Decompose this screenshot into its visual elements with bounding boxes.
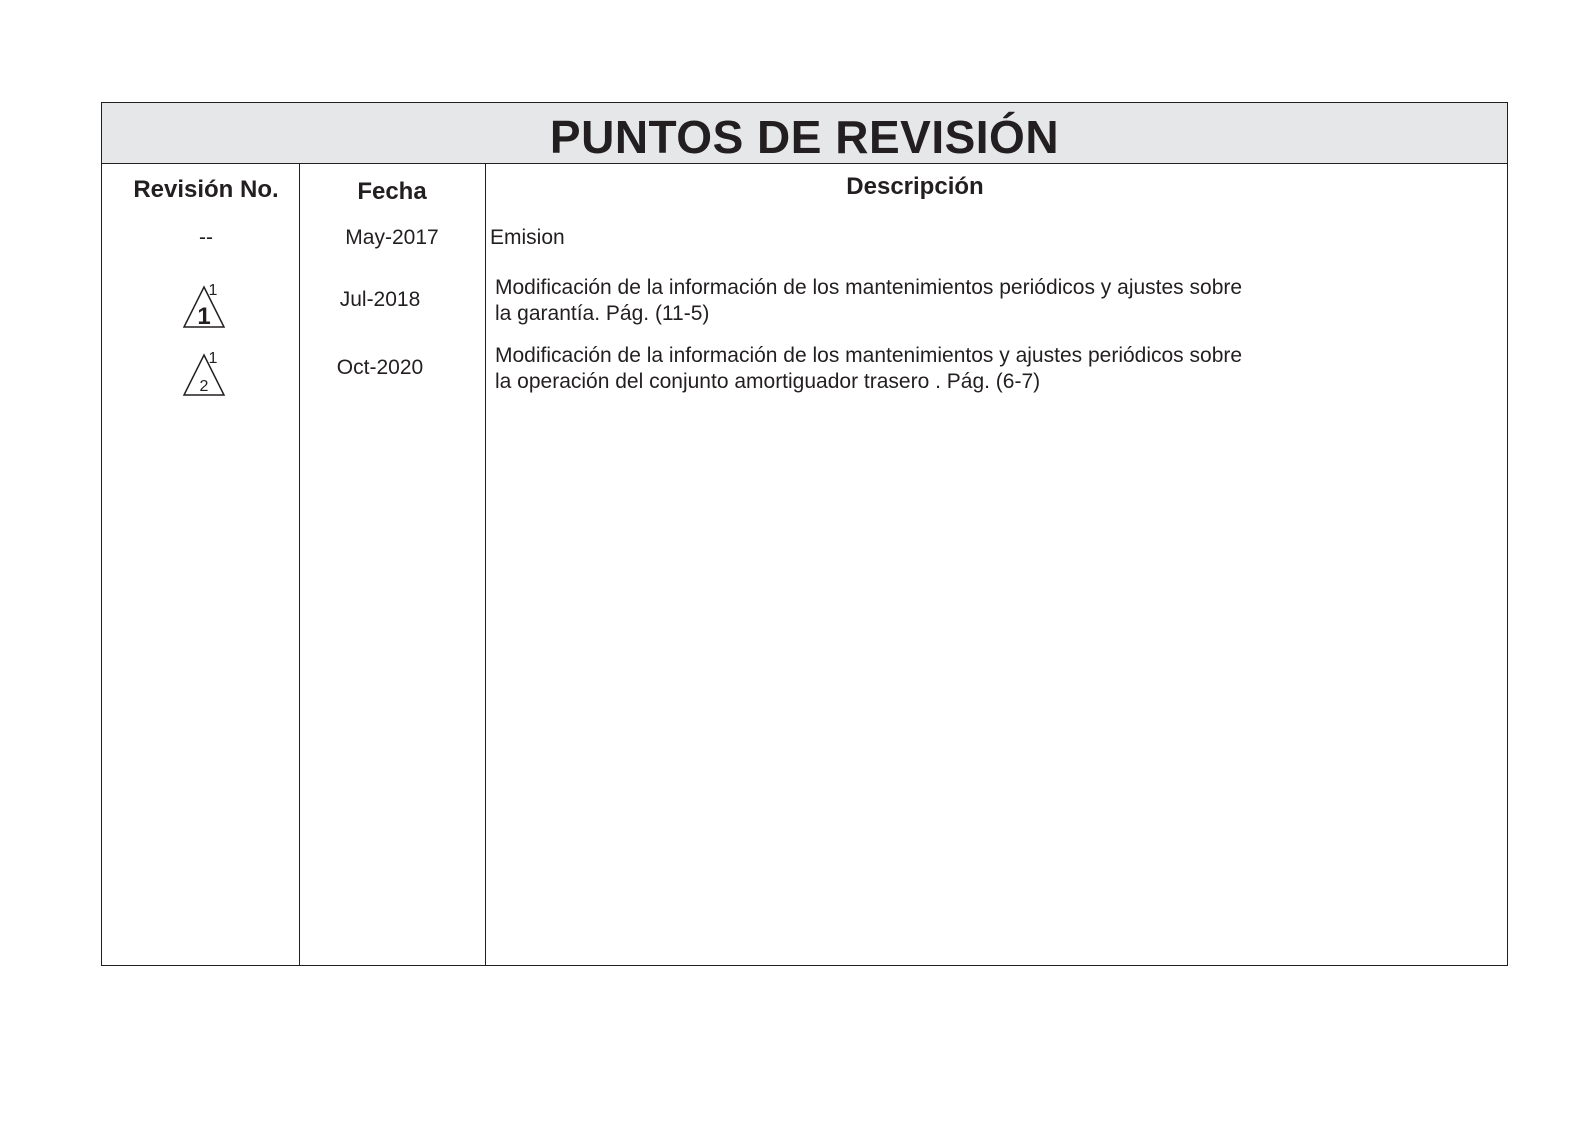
- column-divider-1: [299, 164, 300, 965]
- header-revision: Revisión No.: [133, 176, 279, 203]
- header-date: Fecha: [357, 178, 427, 205]
- header-description: Descripción: [846, 173, 984, 200]
- revision-superscript: 1: [208, 350, 218, 367]
- page-title: PUNTOS DE REVISIÓN: [549, 111, 1060, 163]
- row-2-date: Jul-2018: [339, 288, 421, 311]
- row-2-description: Modificación de la información de los mantenimientos periódicos y ajustes sobre la garantía. Pág. (11-5): [495, 276, 1243, 325]
- revision-number: 2: [199, 378, 209, 395]
- column-divider-2: [485, 164, 486, 965]
- row-3-description: Modificación de la información de los mantenimientos y ajustes periódicos sobre la operación del conjunto amortiguador trasero . Pág. (6-7): [495, 344, 1243, 393]
- row-1-description: Emision: [490, 226, 565, 249]
- revision-superscript: 1: [208, 282, 218, 299]
- row-3-date: Oct-2020: [336, 356, 424, 379]
- revision-triangle-icon: [180, 281, 228, 329]
- revision-triangle-icon: [180, 349, 228, 397]
- row-1-date: May-2017: [345, 226, 439, 249]
- row-1-revision: --: [199, 226, 213, 249]
- revision-number: 1: [197, 303, 211, 329]
- title-band: [102, 103, 1507, 164]
- revision-table: [101, 102, 1508, 966]
